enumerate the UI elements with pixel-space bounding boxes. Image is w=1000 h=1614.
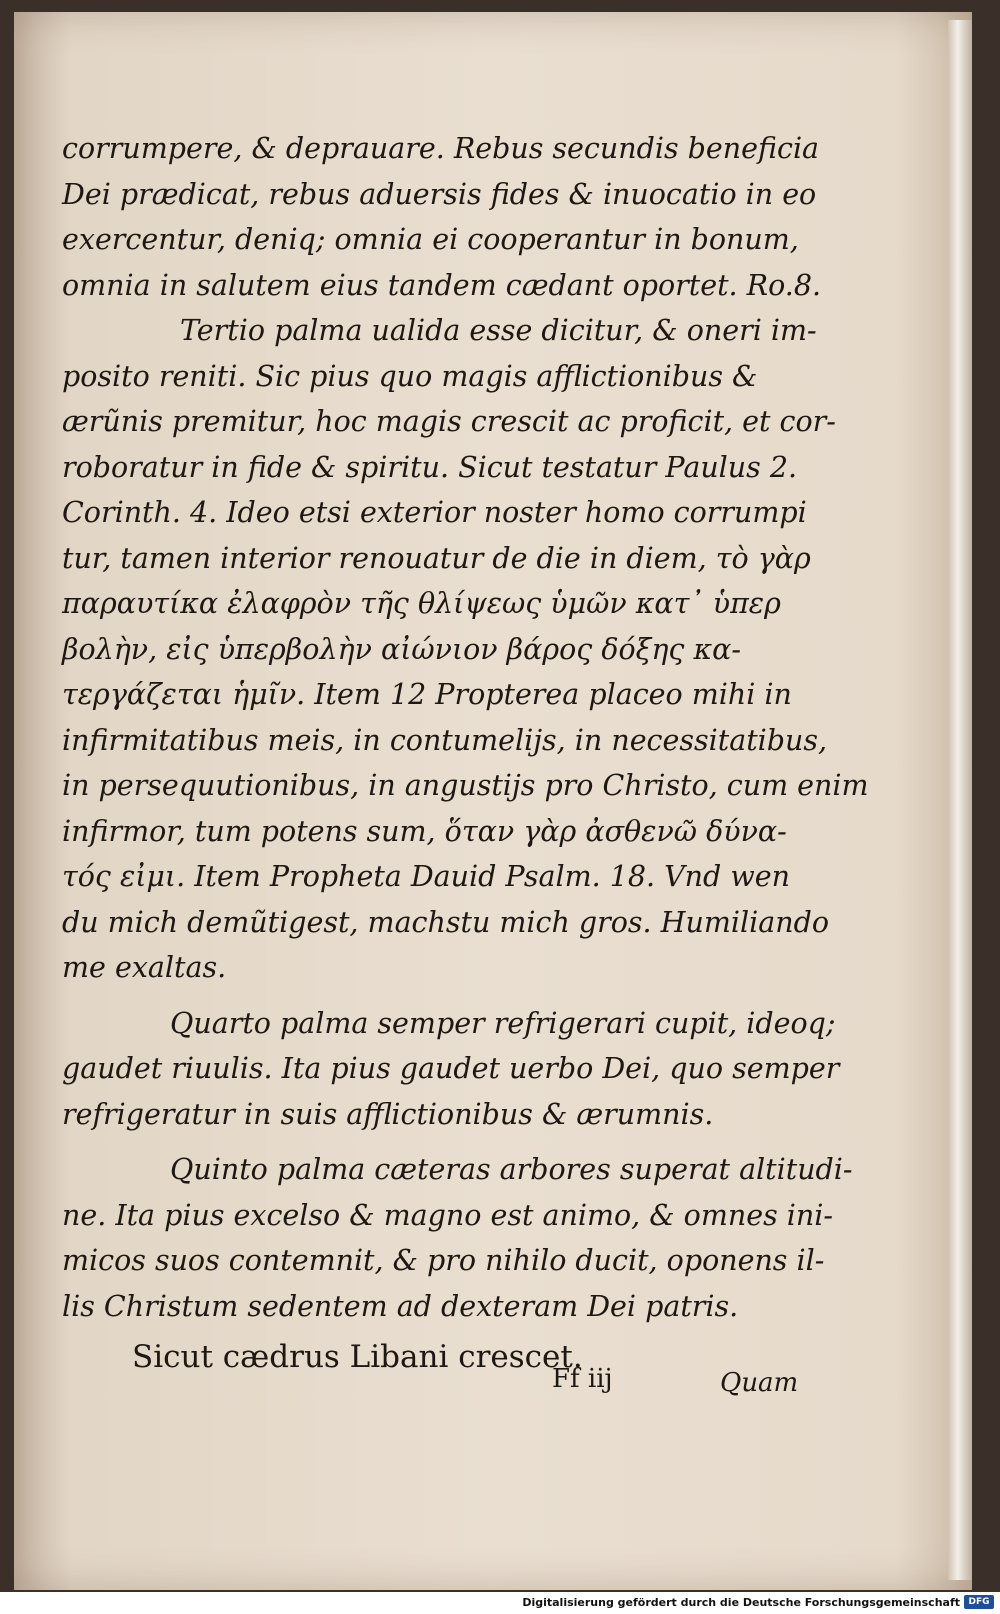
paragraph-start-tertio: Tertio palma ualida esse dicitur, & oneri im- [180, 314, 817, 347]
paragraph-gap [62, 1137, 822, 1147]
text-line: ne. Ita pius excelso & magno est animo, & omnes ini- [62, 1198, 833, 1232]
text-line: me exaltas. [62, 951, 227, 984]
text-line: du mich demũtigest, machstu mich gros. Humiliando [62, 905, 829, 939]
text-line: refrigeratur in suis afflictionibus & ærumnis. [62, 1097, 714, 1131]
dfg-logo: DFG [964, 1595, 994, 1609]
greek-line: παραυτίκα ἐλαφρὸν τῆς θλίψεως ὑμῶν κατ᾽ ὑπερ [62, 587, 781, 620]
text-line: infirmitatibus meis, in contumelijs, in necessitatibus, [62, 723, 828, 757]
text-line: Dei prædicat, rebus aduersis fides & inuocatio in eo [62, 177, 817, 211]
text-line: corrumpere, & deprauare. Rebus secundis beneficia [62, 132, 820, 165]
credit-bar [0, 1592, 1000, 1614]
text-line: tur, tamen interior renouatur de die in diem, τὸ γὰρ [62, 541, 811, 575]
credit-text: Digitalisierung gefördert durch die Deutsche Forschungsgemeinschaft [522, 1596, 960, 1609]
signature-mark: Ff iij [552, 1364, 613, 1394]
text-line: τεργάζεται ἡμῖν. Item 12 Propterea placeo mihi in [62, 678, 792, 711]
text-line: in persequutionibus, in angustijs pro Christo, cum enim [62, 769, 869, 802]
text-line: τός εἰμι. Item Propheta Dauid Psalm. 18. Vnd wen [62, 860, 790, 893]
paragraph-gap [62, 991, 822, 1001]
catchword: Quam [720, 1368, 799, 1398]
text-line: lis Christum sedentem ad dexteram Dei patris. [62, 1289, 739, 1323]
text-line: infirmor, tum potens sum, ὅταν γὰρ ἀσθενῶ δύνα- [62, 814, 787, 848]
greek-line: βολὴν, εἰς ὑπερβολὴν αἰώνιον βάρος δόξης κα- [62, 632, 742, 666]
paragraph-start-quinto: Quinto palma cæteras arbores superat altitudi- [170, 1153, 853, 1186]
text-line: gaudet riuulis. Ita pius gaudet uerbo Dei, quo semper [62, 1052, 840, 1085]
text-line: Corinth. 4. Ideo etsi exterior noster homo corrumpi [62, 496, 807, 529]
text-line: micos suos contemnit, & pro nihilo ducit, oponens il- [62, 1244, 825, 1277]
page-footer [0, 1364, 1000, 1404]
text-line: omnia in salutem eius tandem cædant oportet. Ro.8. [62, 268, 822, 302]
page-edge [948, 20, 972, 1580]
text-line: roboratur in fide & spiritu. Sicut testatur Paulus 2. [62, 450, 798, 484]
text-line: exercentur, deniq; omnia ei cooperantur in bonum, [62, 223, 799, 256]
section-heading: Sicut cædrus Libani crescet. [132, 1339, 583, 1375]
paragraph-start-quarto: Quarto palma semper refrigerari cupit, ideoq; [170, 1006, 836, 1040]
body-text [62, 126, 869, 1381]
text-line: posito reniti. Sic pius quo magis afflictionibus & [62, 359, 758, 393]
text-line: ærũnis premitur, hoc magis crescit ac proficit, et cor- [62, 405, 836, 438]
